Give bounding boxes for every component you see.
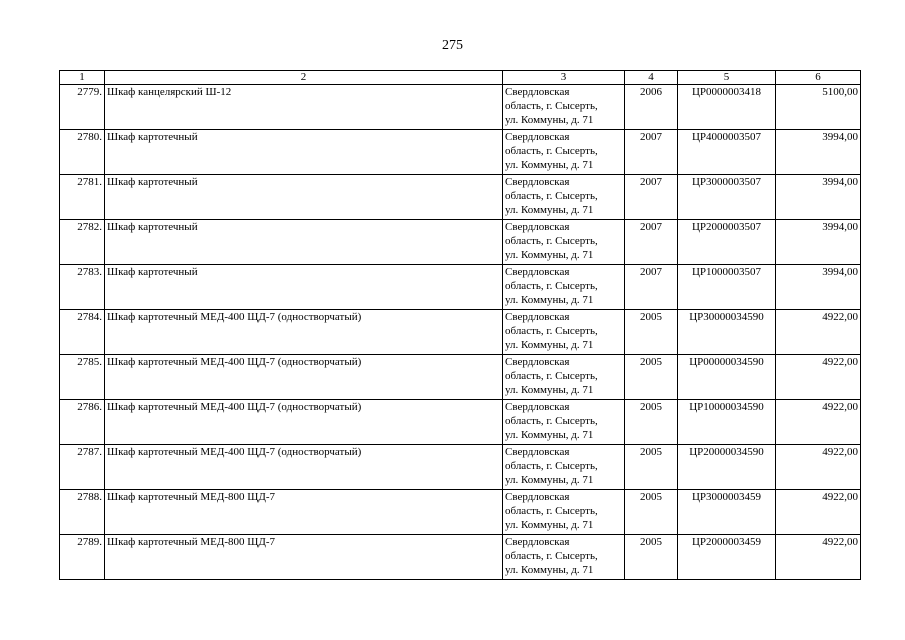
item-name: Шкаф картотечный МЕД-400 ЩД-7 (одностворчатый)	[105, 400, 503, 445]
header-col-2: 2	[105, 71, 503, 85]
row-number: 2787.	[60, 445, 105, 490]
item-price: 4922,00	[776, 400, 861, 445]
item-address: Свердловская область, г. Сысерть, ул. Коммуны, д. 71	[503, 310, 625, 355]
item-name: Шкаф канцелярский Ш-12	[105, 85, 503, 130]
item-year: 2005	[625, 400, 678, 445]
item-address: Свердловская область, г. Сысерть, ул. Коммуны, д. 71	[503, 535, 625, 580]
item-name: Шкаф картотечный	[105, 265, 503, 310]
item-name: Шкаф картотечный МЕД-800 ЩД-7	[105, 490, 503, 535]
item-name: Шкаф картотечный	[105, 175, 503, 220]
item-code: ЦР20000034590	[678, 445, 776, 490]
item-name: Шкаф картотечный МЕД-800 ЩД-7	[105, 535, 503, 580]
table-row	[60, 310, 861, 355]
header-row	[60, 71, 861, 85]
table-row	[60, 130, 861, 175]
table-row	[60, 85, 861, 130]
item-year: 2005	[625, 445, 678, 490]
item-address: Свердловская область, г. Сысерть, ул. Коммуны, д. 71	[503, 400, 625, 445]
row-number: 2785.	[60, 355, 105, 400]
header-col-1: 1	[60, 71, 105, 85]
row-number: 2784.	[60, 310, 105, 355]
item-price: 5100,00	[776, 85, 861, 130]
item-price: 3994,00	[776, 175, 861, 220]
item-year: 2005	[625, 310, 678, 355]
item-address: Свердловская область, г. Сысерть, ул. Коммуны, д. 71	[503, 265, 625, 310]
row-number: 2789.	[60, 535, 105, 580]
item-year: 2007	[625, 265, 678, 310]
item-code: ЦР4000003507	[678, 130, 776, 175]
item-address: Свердловская область, г. Сысерть, ул. Коммуны, д. 71	[503, 130, 625, 175]
item-name: Шкаф картотечный МЕД-400 ЩД-7 (одностворчатый)	[105, 445, 503, 490]
item-year: 2006	[625, 85, 678, 130]
item-year: 2007	[625, 175, 678, 220]
item-code: ЦР30000034590	[678, 310, 776, 355]
table-body	[60, 85, 861, 580]
item-code: ЦР1000003507	[678, 265, 776, 310]
row-number: 2786.	[60, 400, 105, 445]
item-name: Шкаф картотечный МЕД-400 ЩД-7 (одностворчатый)	[105, 310, 503, 355]
header-col-3: 3	[503, 71, 625, 85]
page-number: 275	[442, 38, 463, 53]
row-number: 2782.	[60, 220, 105, 265]
item-address: Свердловская область, г. Сысерть, ул. Коммуны, д. 71	[503, 445, 625, 490]
item-code: ЦР10000034590	[678, 400, 776, 445]
item-price: 4922,00	[776, 445, 861, 490]
item-address: Свердловская область, г. Сысерть, ул. Коммуны, д. 71	[503, 85, 625, 130]
header-col-4: 4	[625, 71, 678, 85]
item-address: Свердловская область, г. Сысерть, ул. Коммуны, д. 71	[503, 355, 625, 400]
item-price: 4922,00	[776, 355, 861, 400]
item-code: ЦР00000034590	[678, 355, 776, 400]
row-number: 2788.	[60, 490, 105, 535]
item-price: 3994,00	[776, 265, 861, 310]
item-name: Шкаф картотечный	[105, 220, 503, 265]
table-header	[60, 71, 861, 85]
item-address: Свердловская область, г. Сысерть, ул. Коммуны, д. 71	[503, 175, 625, 220]
header-col-6: 6	[776, 71, 861, 85]
item-code: ЦР3000003507	[678, 175, 776, 220]
table-row	[60, 445, 861, 490]
item-name: Шкаф картотечный МЕД-400 ЩД-7 (одностворчатый)	[105, 355, 503, 400]
row-number: 2779.	[60, 85, 105, 130]
row-number: 2781.	[60, 175, 105, 220]
item-code: ЦР2000003507	[678, 220, 776, 265]
item-code: ЦР3000003459	[678, 490, 776, 535]
row-number: 2780.	[60, 130, 105, 175]
table-row	[60, 490, 861, 535]
table-row	[60, 400, 861, 445]
item-year: 2007	[625, 220, 678, 265]
item-code: ЦР0000003418	[678, 85, 776, 130]
item-price: 4922,00	[776, 490, 861, 535]
row-number: 2783.	[60, 265, 105, 310]
item-year: 2005	[625, 355, 678, 400]
item-year: 2005	[625, 490, 678, 535]
item-price: 3994,00	[776, 220, 861, 265]
property-table	[59, 70, 861, 580]
item-year: 2007	[625, 130, 678, 175]
table-row	[60, 265, 861, 310]
table-row	[60, 355, 861, 400]
item-price: 3994,00	[776, 130, 861, 175]
item-address: Свердловская область, г. Сысерть, ул. Коммуны, д. 71	[503, 490, 625, 535]
header-col-5: 5	[678, 71, 776, 85]
table-row	[60, 175, 861, 220]
item-code: ЦР2000003459	[678, 535, 776, 580]
item-price: 4922,00	[776, 310, 861, 355]
item-address: Свердловская область, г. Сысерть, ул. Коммуны, д. 71	[503, 220, 625, 265]
table-row	[60, 220, 861, 265]
item-price: 4922,00	[776, 535, 861, 580]
table-row	[60, 535, 861, 580]
item-name: Шкаф картотечный	[105, 130, 503, 175]
item-year: 2005	[625, 535, 678, 580]
